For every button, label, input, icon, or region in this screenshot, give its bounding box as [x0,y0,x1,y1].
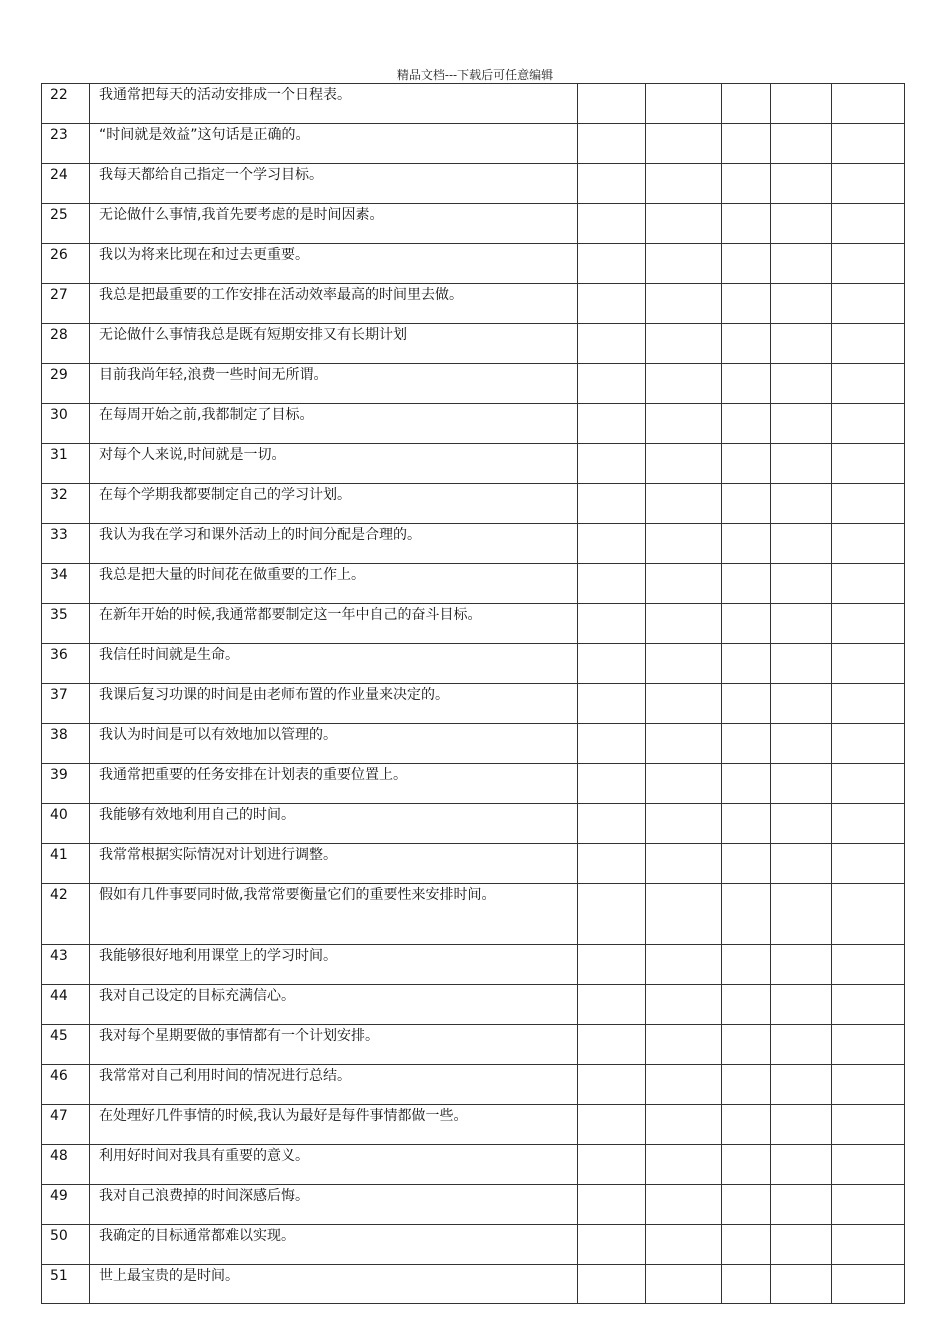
response-cell[interactable] [832,1025,905,1065]
response-cell[interactable] [722,804,771,844]
response-cell[interactable] [578,284,646,324]
response-cell[interactable] [832,1065,905,1105]
response-cell[interactable] [771,364,832,404]
response-cell[interactable] [832,444,905,484]
item-number: 40 [42,804,90,844]
response-cell[interactable] [646,764,722,804]
item-statement-cell [90,484,578,524]
table-row [42,284,905,324]
response-cell[interactable] [832,1225,905,1265]
item-statement-cell [90,124,578,164]
response-cell[interactable] [771,284,832,324]
item-statement-cell [90,564,578,604]
item-statement: 我每天都给自己指定一个学习目标。 [99,167,323,183]
table-row [42,945,905,985]
item-statement: 我能够有效地利用自己的时间。 [99,807,295,823]
response-cell[interactable] [646,985,722,1025]
response-cell[interactable] [722,1185,771,1225]
response-cell[interactable] [771,844,832,884]
item-statement: 在新年开始的时候,我通常都要制定这一年中自己的奋斗目标。 [99,607,482,623]
item-statement-cell [90,724,578,764]
response-cell[interactable] [646,524,722,564]
item-statement: 我对自己浪费掉的时间深感后悔。 [99,1188,309,1204]
response-cell[interactable] [832,124,905,164]
item-statement-cell [90,764,578,804]
item-number: 39 [42,764,90,804]
item-statement-cell [90,1105,578,1145]
item-number: 44 [42,985,90,1025]
response-cell[interactable] [646,724,722,764]
response-cell[interactable] [578,364,646,404]
response-cell[interactable] [722,945,771,985]
item-number: 24 [42,164,90,204]
response-cell[interactable] [646,244,722,284]
item-number: 28 [42,324,90,364]
response-cell[interactable] [722,444,771,484]
response-cell[interactable] [646,1265,722,1304]
response-cell[interactable] [832,724,905,764]
response-cell[interactable] [578,684,646,724]
response-cell[interactable] [832,945,905,985]
table-row [42,1265,905,1304]
response-cell[interactable] [771,324,832,364]
response-cell[interactable] [722,244,771,284]
response-cell[interactable] [578,444,646,484]
table-row [42,484,905,524]
response-cell[interactable] [771,1145,832,1185]
item-statement-cell [90,324,578,364]
response-cell[interactable] [832,524,905,564]
response-cell[interactable] [722,985,771,1025]
response-cell[interactable] [722,684,771,724]
table-row [42,884,905,945]
item-statement: 我以为将来比现在和过去更重要。 [99,247,309,263]
response-cell[interactable] [578,884,646,945]
response-cell[interactable] [771,884,832,945]
item-number: 23 [42,124,90,164]
response-cell[interactable] [722,1065,771,1105]
response-cell[interactable] [832,1185,905,1225]
response-cell[interactable] [578,1025,646,1065]
response-cell[interactable] [771,1265,832,1304]
response-cell[interactable] [722,484,771,524]
item-statement-cell [90,684,578,724]
item-number: 27 [42,284,90,324]
questionnaire-table [41,83,905,1304]
item-statement-cell [90,985,578,1025]
response-cell[interactable] [646,124,722,164]
response-cell[interactable] [578,244,646,284]
item-number: 29 [42,364,90,404]
response-cell[interactable] [578,1225,646,1265]
response-cell[interactable] [832,884,905,945]
response-cell[interactable] [771,945,832,985]
item-number: 49 [42,1185,90,1225]
item-statement: 无论做什么事情,我首先要考虑的是时间因素。 [99,207,384,223]
response-cell[interactable] [578,1185,646,1225]
response-cell[interactable] [832,364,905,404]
table-row [42,84,905,124]
item-statement: 我信任时间就是生命。 [99,647,239,663]
item-statement-cell [90,1145,578,1185]
item-number: 25 [42,204,90,244]
response-cell[interactable] [578,404,646,444]
table-row [42,1145,905,1185]
item-number: 41 [42,844,90,884]
item-number: 31 [42,444,90,484]
item-statement: 在每周开始之前,我都制定了目标。 [99,407,314,423]
item-number: 32 [42,484,90,524]
item-statement: 我课后复习功课的时间是由老师布置的作业量来决定的。 [99,687,449,703]
response-cell[interactable] [722,404,771,444]
item-number: 47 [42,1105,90,1145]
response-cell[interactable] [722,284,771,324]
response-cell[interactable] [578,84,646,124]
item-statement-cell [90,1065,578,1105]
item-number: 36 [42,644,90,684]
response-cell[interactable] [722,324,771,364]
response-cell[interactable] [771,764,832,804]
response-cell[interactable] [722,524,771,564]
table-row [42,1065,905,1105]
table-row [42,404,905,444]
response-cell[interactable] [646,945,722,985]
item-statement-cell [90,844,578,884]
response-cell[interactable] [771,164,832,204]
item-statement: 我能够很好地利用课堂上的学习时间。 [99,948,337,964]
response-cell[interactable] [722,884,771,945]
item-statement-cell [90,644,578,684]
item-statement-cell [90,884,578,945]
table-row [42,164,905,204]
response-cell[interactable] [578,164,646,204]
response-cell[interactable] [578,844,646,884]
response-cell[interactable] [578,484,646,524]
response-cell[interactable] [771,804,832,844]
response-cell[interactable] [832,484,905,524]
item-statement-cell [90,604,578,644]
response-cell[interactable] [722,844,771,884]
response-cell[interactable] [832,204,905,244]
item-statement-cell [90,945,578,985]
response-cell[interactable] [832,764,905,804]
response-cell[interactable] [646,284,722,324]
item-statement: 对每个人来说,时间就是一切。 [99,447,286,463]
response-cell[interactable] [771,204,832,244]
response-cell[interactable] [646,1145,722,1185]
item-statement: 我认为时间是可以有效地加以管理的。 [99,727,337,743]
response-cell[interactable] [646,324,722,364]
response-cell[interactable] [578,945,646,985]
response-cell[interactable] [832,84,905,124]
response-cell[interactable] [646,884,722,945]
response-cell[interactable] [832,985,905,1025]
table-row [42,244,905,284]
response-cell[interactable] [578,764,646,804]
item-statement: 我认为我在学习和课外活动上的时间分配是合理的。 [99,527,421,543]
item-statement: 我常常对自己利用时间的情况进行总结。 [99,1068,351,1084]
item-statement-cell [90,284,578,324]
response-cell[interactable] [646,1185,722,1225]
response-cell[interactable] [578,524,646,564]
response-cell[interactable] [722,644,771,684]
response-cell[interactable] [771,1225,832,1265]
response-cell[interactable] [771,124,832,164]
response-cell[interactable] [578,804,646,844]
response-cell[interactable] [771,1185,832,1225]
item-statement: “时间就是效益”这句话是正确的。 [99,127,310,143]
response-cell[interactable] [646,84,722,124]
response-cell[interactable] [722,1105,771,1145]
table-row [42,1105,905,1145]
response-cell[interactable] [578,724,646,764]
item-statement-cell [90,364,578,404]
table-row [42,524,905,564]
response-cell[interactable] [646,1225,722,1265]
table-row [42,724,905,764]
response-cell[interactable] [832,1265,905,1304]
table-row [42,324,905,364]
response-cell[interactable] [578,564,646,604]
table-row [42,684,905,724]
response-cell[interactable] [578,1065,646,1105]
item-statement: 我通常把重要的任务安排在计划表的重要位置上。 [99,767,407,783]
response-cell[interactable] [646,484,722,524]
item-number: 43 [42,945,90,985]
item-statement-cell [90,524,578,564]
item-statement-cell [90,244,578,284]
table-row [42,644,905,684]
item-number: 26 [42,244,90,284]
response-cell[interactable] [578,1265,646,1304]
response-cell[interactable] [646,164,722,204]
response-cell[interactable] [578,604,646,644]
response-cell[interactable] [646,844,722,884]
response-cell[interactable] [832,404,905,444]
item-statement-cell [90,1265,578,1304]
item-number: 42 [42,884,90,945]
item-number: 34 [42,564,90,604]
item-statement: 无论做什么事情我总是既有短期安排又有长期计划 [99,327,407,343]
response-cell[interactable] [832,564,905,604]
item-statement: 在每个学期我都要制定自己的学习计划。 [99,487,351,503]
response-cell[interactable] [832,644,905,684]
response-cell[interactable] [578,124,646,164]
item-statement: 目前我尚年轻,浪费一些时间无所谓。 [99,367,328,383]
response-cell[interactable] [578,985,646,1025]
item-number: 48 [42,1145,90,1185]
table-row [42,204,905,244]
response-cell[interactable] [646,604,722,644]
page-header: 精品文档---下载后可任意编辑 [396,68,554,82]
response-cell[interactable] [646,444,722,484]
response-cell[interactable] [771,684,832,724]
response-cell[interactable] [771,724,832,764]
response-cell[interactable] [722,724,771,764]
response-cell[interactable] [832,324,905,364]
response-cell[interactable] [722,164,771,204]
response-cell[interactable] [771,484,832,524]
item-statement: 利用好时间对我具有重要的意义。 [99,1148,309,1164]
response-cell[interactable] [722,1225,771,1265]
response-cell[interactable] [771,404,832,444]
response-cell[interactable] [646,1105,722,1145]
table-row [42,985,905,1025]
response-cell[interactable] [646,1065,722,1105]
response-cell[interactable] [771,84,832,124]
item-statement-cell [90,1185,578,1225]
response-cell[interactable] [771,244,832,284]
item-statement-cell [90,164,578,204]
item-statement-cell [90,444,578,484]
response-cell[interactable] [722,1145,771,1185]
item-statement-cell [90,804,578,844]
item-statement: 世上最宝贵的是时间。 [99,1268,239,1284]
item-statement: 在处理好几件事情的时候,我认为最好是每件事情都做一些。 [99,1108,468,1124]
response-cell[interactable] [771,524,832,564]
response-cell[interactable] [832,604,905,644]
response-cell[interactable] [722,84,771,124]
table-row [42,564,905,604]
table-row [42,124,905,164]
response-cell[interactable] [646,1025,722,1065]
response-cell[interactable] [722,204,771,244]
response-cell[interactable] [722,1265,771,1304]
response-cell[interactable] [578,644,646,684]
response-cell[interactable] [646,404,722,444]
item-statement-cell [90,84,578,124]
table-row [42,1185,905,1225]
response-cell[interactable] [832,284,905,324]
item-number: 22 [42,84,90,124]
item-number: 30 [42,404,90,444]
table-row [42,804,905,844]
item-statement: 我对每个星期要做的事情都有一个计划安排。 [99,1028,379,1044]
item-number: 50 [42,1225,90,1265]
table-row [42,764,905,804]
response-cell[interactable] [722,764,771,804]
item-number: 45 [42,1025,90,1065]
table-row [42,604,905,644]
response-cell[interactable] [646,564,722,604]
response-cell[interactable] [722,564,771,604]
response-cell[interactable] [771,604,832,644]
item-statement-cell [90,204,578,244]
response-cell[interactable] [578,204,646,244]
response-cell[interactable] [722,364,771,404]
item-number: 46 [42,1065,90,1105]
response-cell[interactable] [722,604,771,644]
response-cell[interactable] [832,1145,905,1185]
item-number: 38 [42,724,90,764]
table-row [42,364,905,404]
item-statement-cell [90,1025,578,1065]
response-cell[interactable] [578,1105,646,1145]
item-statement: 我对自己设定的目标充满信心。 [99,988,295,1004]
table-row [42,1025,905,1065]
item-number: 37 [42,684,90,724]
response-cell[interactable] [832,804,905,844]
item-statement-cell [90,404,578,444]
response-cell[interactable] [722,1025,771,1065]
response-cell[interactable] [832,684,905,724]
response-cell[interactable] [578,1145,646,1185]
response-cell[interactable] [832,164,905,204]
item-statement: 我常常根据实际情况对计划进行调整。 [99,847,337,863]
response-cell[interactable] [578,324,646,364]
item-statement: 我通常把每天的活动安排成一个日程表。 [99,87,351,103]
table-row [42,844,905,884]
response-cell[interactable] [646,644,722,684]
table-row [42,1225,905,1265]
response-cell[interactable] [771,1025,832,1065]
response-cell[interactable] [646,804,722,844]
item-statement: 我总是把大量的时间花在做重要的工作上。 [99,567,365,583]
table-row [42,444,905,484]
response-cell[interactable] [771,564,832,604]
response-cell[interactable] [771,1105,832,1145]
response-cell[interactable] [646,204,722,244]
item-statement-cell [90,1225,578,1265]
response-cell[interactable] [832,844,905,884]
response-cell[interactable] [722,124,771,164]
response-cell[interactable] [832,1105,905,1145]
item-number: 33 [42,524,90,564]
response-cell[interactable] [646,364,722,404]
response-cell[interactable] [771,444,832,484]
item-number: 35 [42,604,90,644]
item-number: 51 [42,1265,90,1304]
response-cell[interactable] [771,1065,832,1105]
response-cell[interactable] [646,684,722,724]
item-statement: 假如有几件事要同时做,我常常要衡量它们的重要性来安排时间。 [99,887,496,903]
item-statement: 我总是把最重要的工作安排在活动效率最高的时间里去做。 [99,287,463,303]
response-cell[interactable] [771,985,832,1025]
response-cell[interactable] [832,244,905,284]
response-cell[interactable] [771,644,832,684]
item-statement: 我确定的目标通常都难以实现。 [99,1228,295,1244]
